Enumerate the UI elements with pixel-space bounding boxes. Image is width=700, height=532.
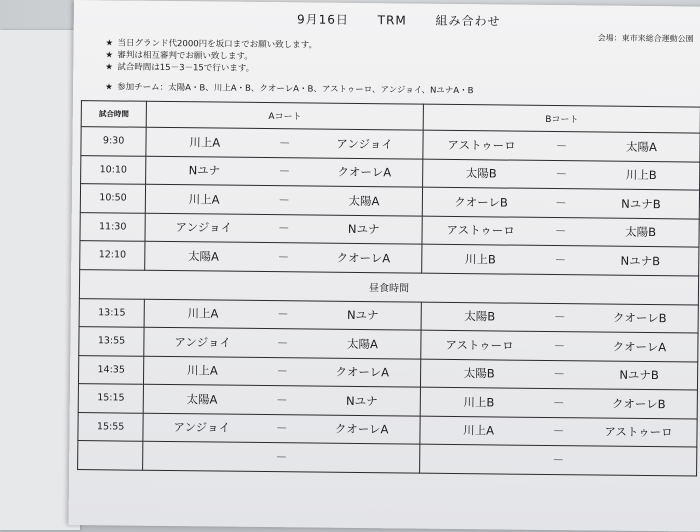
team-home: 太陽B (465, 166, 497, 181)
star-icon: ★ (105, 50, 114, 61)
note-text: 審判は相互審判でお願い致します。 (117, 50, 253, 62)
court-a-match (145, 241, 422, 272)
court-a-match (143, 384, 420, 415)
versus-dash: － (278, 164, 291, 179)
match-time: 13:55 (79, 327, 144, 356)
court-b-match (421, 359, 698, 390)
versus-dash: － (553, 367, 565, 382)
team-home: 太陽B (464, 309, 496, 324)
team-away: 太陽B (625, 225, 657, 240)
team-away: クオーレA (336, 250, 391, 266)
court-a-match (144, 327, 421, 358)
court-b-match (422, 244, 699, 275)
versus-dash: － (554, 252, 567, 267)
team-home: 太陽B (463, 366, 495, 381)
star-icon: ★ (105, 38, 114, 49)
court-b-header: Bコート (423, 104, 700, 133)
star-icon: ★ (105, 82, 113, 93)
versus-dash: － (278, 192, 290, 208)
court-b-match (423, 130, 700, 161)
match-pair (422, 250, 698, 269)
team-away: Nユナ (346, 393, 378, 408)
match-pair (146, 162, 422, 181)
morning-matches (80, 127, 700, 276)
match-pair (423, 165, 699, 184)
match-pair (421, 336, 697, 355)
team-away: クオーレA (612, 339, 667, 354)
team-home: 川上A (188, 191, 220, 207)
team-home: 太陽A (186, 391, 218, 407)
team-away: Nユナ (346, 308, 379, 323)
court-a-match (145, 213, 422, 244)
match-pair (145, 248, 421, 267)
team-home: アンジョイ (174, 334, 231, 350)
venue-label: 会場：東市来総合運動公園 (597, 33, 694, 44)
court-a-match (143, 413, 420, 444)
versus-dash: － (278, 135, 291, 151)
court-a-match (146, 156, 423, 187)
match-pair (421, 422, 697, 441)
match-pair (145, 305, 421, 324)
team-away: 太陽A (346, 336, 379, 351)
team-home: アストゥーロ (446, 223, 515, 238)
court-a-match (144, 356, 421, 387)
versus-dash: － (277, 249, 290, 265)
title-heading: 組み合わせ (435, 13, 501, 29)
team-home: 川上A (463, 423, 495, 438)
team-home: 太陽A (188, 248, 220, 264)
note-teams (105, 81, 474, 97)
versus-dash: － (275, 449, 288, 465)
match-pair (423, 222, 699, 241)
court-b-match (421, 330, 698, 361)
court-b-match (420, 444, 697, 475)
match-pair (144, 362, 420, 381)
team-away: クオーレA (337, 165, 392, 180)
court-b-match (422, 187, 699, 218)
team-away: 太陽A (348, 193, 380, 208)
versus-dash: － (276, 364, 289, 379)
team-home: クオーレB (454, 194, 508, 210)
match-pair (145, 334, 421, 353)
versus-dash: － (277, 221, 290, 236)
team-away (321, 457, 401, 458)
team-away: アンジョイ (336, 136, 393, 152)
team-home: アストゥーロ (445, 337, 514, 353)
versus-dash: － (275, 421, 288, 436)
versus-dash: － (555, 195, 567, 210)
team-home (438, 459, 518, 460)
match-pair (144, 419, 420, 438)
note-text: 当日グランド代2000円を坂口までお願い致します。 (117, 38, 318, 51)
match-time (78, 441, 143, 470)
sheet-header (103, 0, 694, 106)
court-b-match (420, 416, 697, 447)
note-text: 参加チーム：太陽A・B、川上A・B、クオーレA・B、アストゥーロ、アンジョイ、NユナA・B (117, 82, 474, 97)
star-icon: ★ (105, 62, 113, 73)
match-pair (421, 393, 697, 412)
versus-dash: － (553, 310, 566, 325)
versus-dash: － (552, 452, 565, 467)
match-pair (420, 450, 696, 469)
versus-dash: － (555, 167, 568, 182)
court-b-match (422, 216, 699, 247)
court-a-header: Aコート (146, 101, 423, 130)
court-a-match (145, 184, 422, 215)
court-b-match (420, 387, 697, 418)
team-away (598, 460, 678, 461)
underlying-paper (0, 30, 80, 530)
versus-dash: － (553, 338, 566, 353)
match-time: 10:10 (81, 155, 146, 184)
team-away: Nユナ (347, 222, 380, 237)
team-away: NユナB (619, 367, 659, 383)
match-time: 14:35 (78, 355, 143, 384)
court-a-match (146, 127, 423, 158)
team-home: 川上A (186, 363, 218, 378)
match-time: 10:50 (80, 184, 145, 213)
match-time: 11:30 (80, 212, 145, 241)
match-time: 15:15 (78, 384, 143, 413)
schedule-table (77, 100, 700, 476)
court-a-match (143, 441, 420, 472)
match-pair (143, 448, 419, 467)
match-pair (422, 308, 698, 327)
notes-list (105, 37, 474, 97)
match-time: 12:10 (80, 241, 145, 270)
team-away: アストゥーロ (604, 424, 673, 440)
match-pair (146, 219, 422, 238)
match-time: 13:15 (79, 298, 144, 327)
team-home: Nユナ (188, 163, 221, 178)
versus-dash: － (277, 307, 289, 322)
team-home: アンジョイ (175, 220, 233, 235)
team-away: 川上B (625, 168, 657, 183)
versus-dash: － (276, 392, 288, 408)
team-away: 太陽A (625, 139, 658, 154)
afternoon-matches (78, 298, 699, 475)
versus-dash: － (555, 138, 568, 153)
team-away: NユナB (621, 196, 661, 211)
match-pair (147, 134, 423, 153)
schedule-sheet (69, 0, 700, 532)
team-away: クオーレB (611, 396, 666, 411)
match-pair (423, 193, 699, 212)
versus-dash: － (553, 395, 565, 410)
court-b-match (423, 159, 700, 190)
team-home (161, 456, 241, 457)
team-away: クオーレA (335, 365, 390, 380)
team-home: アンジョイ (173, 420, 231, 435)
team-away: クオーレB (612, 310, 667, 326)
team-home: 川上B (463, 394, 495, 410)
title-date: 9月16日 (296, 12, 349, 27)
match-pair (424, 136, 700, 155)
court-b-match (421, 302, 698, 333)
match-pair (146, 191, 422, 210)
time-column-header: 試合時間 (81, 101, 146, 128)
table-row (78, 441, 697, 476)
title-event: TRM (377, 13, 407, 28)
lunch-label: 昼食時間 (79, 269, 698, 304)
team-home: アストゥーロ (447, 137, 516, 153)
team-away: NユナB (620, 253, 661, 268)
match-pair (421, 365, 697, 384)
court-a-match (144, 299, 421, 330)
team-away: クオーレA (334, 422, 389, 437)
team-home: 川上A (189, 134, 221, 150)
match-time: 15:55 (78, 412, 143, 441)
note-text: 試合時間は15－3－15で行います。 (117, 62, 255, 74)
team-home: 川上A (187, 306, 219, 321)
note-duration (105, 61, 474, 77)
versus-dash: － (276, 335, 289, 351)
match-pair (144, 391, 420, 410)
versus-dash: － (552, 424, 565, 439)
versus-dash: － (554, 224, 567, 239)
page-title (104, 8, 694, 31)
team-home: 川上B (464, 251, 496, 267)
match-time: 9:30 (81, 127, 146, 156)
